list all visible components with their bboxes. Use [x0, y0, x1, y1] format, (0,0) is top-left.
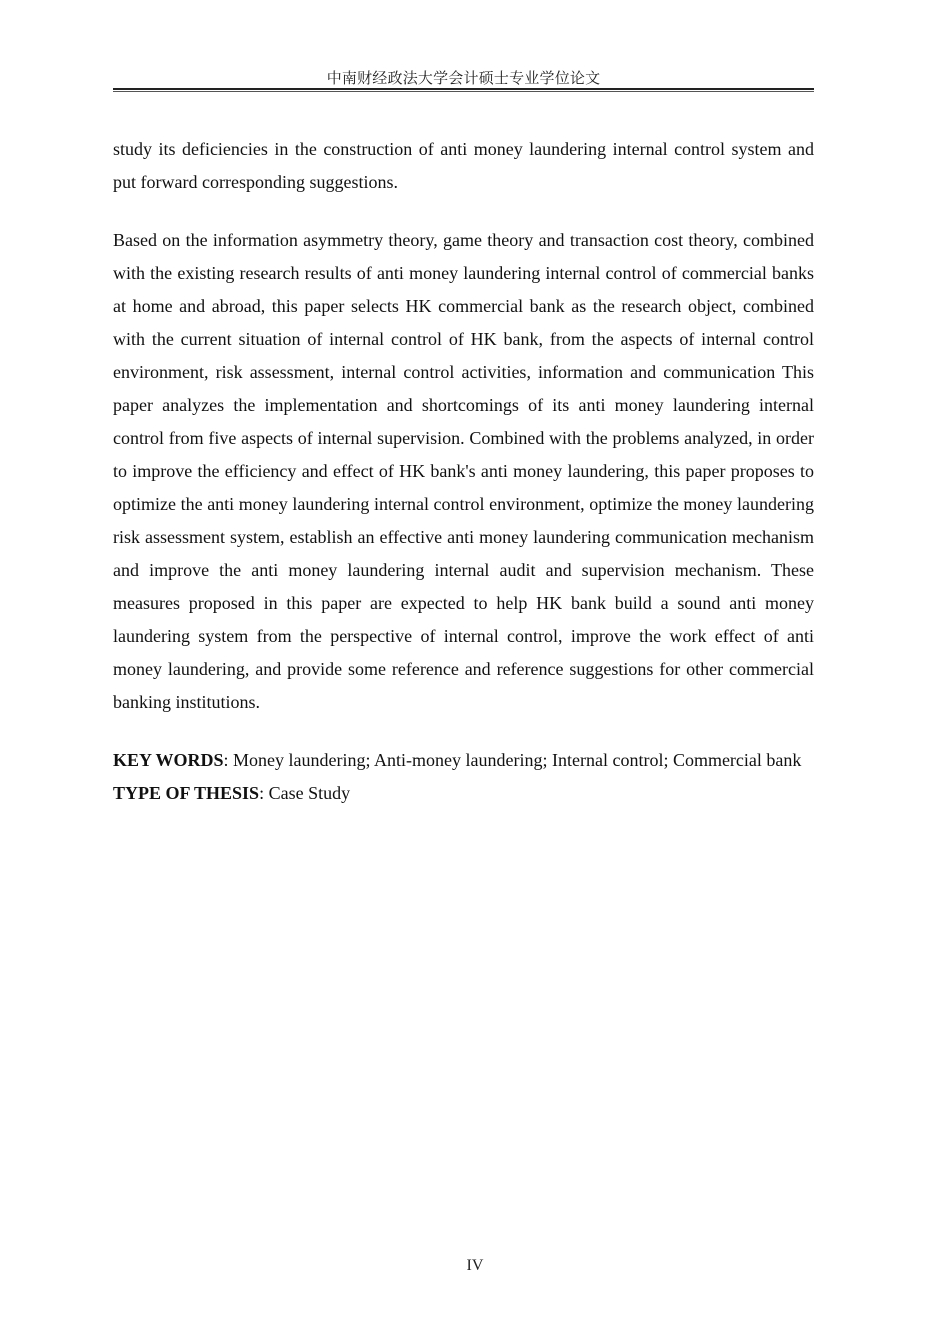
keywords-value: Money laundering; Anti-money laundering; Internal control; Commercial bank: [233, 750, 802, 770]
keywords-separator: :: [223, 750, 234, 770]
abstract-body: [113, 133, 814, 810]
keywords-label: KEY WORDS: [113, 750, 224, 770]
thesis-type-value: Case Study: [268, 783, 351, 803]
running-header: [113, 66, 814, 94]
thesis-type-line: [113, 777, 814, 810]
thesis-type-separator: :: [259, 783, 269, 803]
page-number: IV: [466, 1257, 484, 1274]
header-rule-thick: [113, 88, 814, 90]
header-rule-thin: [113, 91, 814, 92]
running-header-title: 中南财经政法大学会计硕士专业学位论文: [326, 69, 601, 87]
keyword-block: [113, 744, 814, 810]
thesis-type-label: TYPE OF THESIS: [113, 783, 260, 803]
abstract-paragraph-main: Based on the information asymmetry theory, game theory and transaction cost theory, combined with the existing research results of anti money laundering internal control of commercial banks at home and abroad, this paper selects HK commercial bank as the research object, combined with the current situation of internal control of HK bank, from the aspects of internal control environment, risk assessment, internal control activities, information and communication This paper analyzes the implementation and shortcomings of its anti money laundering internal control from five aspects of internal supervision. Combined with the problems analyzed, in order to improve the efficiency and effect of HK bank's anti money laundering, this paper proposes to optimize the anti money laundering internal control environment, optimize the money laundering risk assessment system, establish an effective anti money laundering communication mechanism and improve the anti money laundering internal audit and supervision mechanism. These measures proposed in this paper are expected to help HK bank build a sound anti money laundering system from the perspective of internal control, improve the work effect of anti money laundering, and provide some reference and reference suggestions for other commercial banking institutions.: [113, 230, 814, 712]
keywords-line: [113, 744, 814, 777]
abstract-paragraph-continued: study its deficiencies in the construction of anti money laundering internal control system and put forward corresponding suggestions.: [113, 139, 814, 192]
